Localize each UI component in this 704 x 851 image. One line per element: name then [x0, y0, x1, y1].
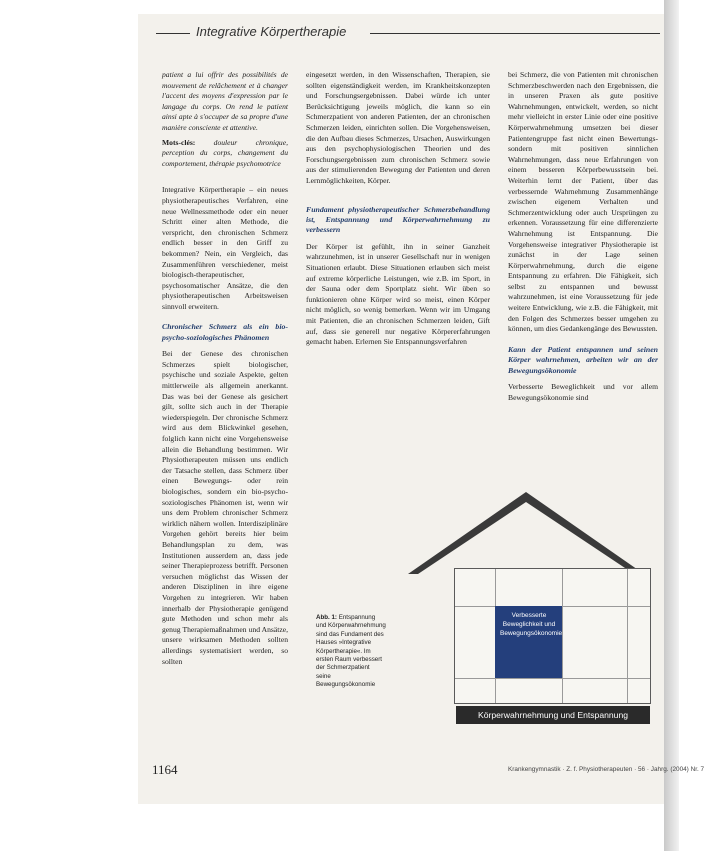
column-2: [306, 70, 490, 490]
section-heading-fundament: Fundament physiotherapeutischer Schmerzbehandlung ist, Entspannung und Körperwahrnehmung zu verbessern: [306, 204, 490, 235]
grid-line: [455, 678, 650, 679]
header-rule-right: [370, 33, 660, 34]
column-1: [162, 70, 288, 756]
keywords: [162, 138, 288, 170]
section-heading-movement: Kann der Patient entspannen und seinen Körper wahrnehmen, arbeiten wir an der Bewegungsökonomie: [508, 344, 658, 375]
paragraph-2b: Der Körper ist gefühlt, ihn in seiner Ganzheit wahrzunehmen, ist in unserer Gesellschaft nur in wenigen Situationen erlaubt. Diese Situationen erlauben sich meist auf extreme körperliche Leistungen, wie z.B. im Sport, in der Sauna oder dem Sportplatz sieht. Wir üben so funktionieren ohne Körper wird so meist, einen Körper nicht möglich, so wenig bemerken. Wenn wir im Umgang mit Patienten, die an chronischen Schmerzen leiden, Gift auf, dass sie generell nur negative Körpererfahrungen gemacht haben. Erlernen Sie Entspannungsverfahren: [306, 241, 490, 347]
intro-paragraph: Integrative Körpertherapie – ein neues physiotherapeutisches Verfahren, eine neue Wellnessmethode oder ein neuer Schritt einer alten Methode, die verspricht, den chronischen Schmerz endlich besser in den Griff zu bekommen? Nein, ein Vergleich, das Zusammenführen verschiedener, meist biologisch-therapeutischer, psychosomatischer Ansätze, die den physiotherapeutischen Arbeitsweisen sinnvoll erweitern.: [162, 185, 288, 311]
page-number: 1164: [152, 762, 178, 777]
scan-edge: [664, 0, 679, 851]
header-rule-left: [156, 33, 190, 34]
paragraph-2a: eingesetzt werden, in den Wissenschaften, Therapien, sie sollten eigenständigkeit werden, im Krankheitskonzepten und Forschungsergebnissen. Dabei würde ich unter Berücksichtigung jeweils möglich, die kann so ein Schmerzpatient von anderen Patienten, der an chronischen Schmerzen leiden, einrichten sollen. Die Vorgehensweisen, die den Aufbau dieses Schmerzes, Ursachen, Auswirkungen aus den psychophysiologischen Theorien und des Forschungsergebnissen zum chronischen Schmerz sowie aus der stimulierenden Bewegung der Patienten und deren Lernmöglichkeiten, Körper.: [306, 70, 490, 185]
roof-shape: [408, 492, 644, 574]
caption-number: Abb. 1:: [316, 614, 337, 621]
abstract-french: patient a lui offrir des possibilités de mouvement de relâchement et à changer l'accent des moyens d'expression par le langage du corps. On rend le patient ainsi apte à s'occuper de sa propre d'une manière consciente et attentive.: [162, 70, 288, 132]
paragraph-3b: Verbesserte Beweglichkeit und vor allem Bewegungsökonomie sind: [508, 382, 658, 402]
grid-line: [627, 569, 628, 703]
keywords-text: douleur chronique, perception du corps, changement du comportement, thérapie psychomotrice: [162, 137, 288, 168]
room-label: Verbesserte Beweglichkeit und Bewegungsökonomie: [500, 612, 563, 637]
figure-caption: [316, 614, 386, 690]
column-3: [508, 70, 658, 490]
body-paragraph: Bei der Genese des chronischen Schmerzes spielt biologischer, psychische und soziale Aspekte, gelten mittlerweile als allgemein anerkannt. Das was bei der Genese als gesichert gilt, sollte sich auch in der Therapie wiederspiegeln. Der chronische Schmerz wird aus dem Blickwinkel gesehen, folglich kann nicht eine Vorgehensweise allein die Behandlung bestimmen. Wir Physiotherapeuten müssen uns endlich der Tatsache stellen, dass Schmerz über einen Bewegungs- oder rein biologisches, sondern ein bio-psycho-soziologisches Phänomen ist, wenn wir uns dem Problem chronischer Schmerz wirklich nähern wollen. Interdisziplinäre Vorgehen gehört bereits hier beim Behandlungsplan zu dem, was Institutionen ausserdem an, dass jede seiner Therapieprozess betrifft. Personen versuchen möglichst das Wissen der anderen Disziplinen in ihre eigene Vorgehen zu integrieren. Wir haben innerhalb der Physiotherapie genügend gute Methoden und schon mehr als genug Therapiemaßnahmen und Ansätze, unsere wirksamen Methoden sollten allerdings systematisiert werden, so sollten: [162, 349, 288, 666]
roof-graphic: [394, 486, 658, 576]
caption-text: Entspannung und Körperwahrnehmung sind das Fundament des Hauses »Integrative Körpertherapie«. Im ersten Raum verbessert der Schmerzpatient seine Bewegungsökonomie: [316, 614, 386, 689]
journal-reference: Krankengymnastik · Z. f. Physiotherapeuten · 56 · Jahrg. (2004) Nr. 7: [508, 766, 704, 773]
keywords-label: Mots-clés:: [162, 137, 196, 147]
grid-line: [562, 569, 563, 703]
house-body: [454, 568, 651, 704]
house-diagram: [394, 486, 658, 734]
running-header-title: Integrative Körpertherapie: [196, 24, 347, 39]
foundation-bar: Körperwahrnehmung und Entspannung: [456, 706, 650, 724]
section-heading-chronic-pain: Chronischer Schmerz als ein bio-psycho-soziologisches Phänomen: [162, 322, 288, 342]
paragraph-3a: bei Schmerz, die von Patienten mit chronischen Schmerzbeschwerden nach den Ergebnissen, die in unseren Praxen als gute positive Wahrnehmungen, entwickelt, werden, so nicht mehr vielleicht in erster Linie oder eine positive Körperwahrnehmung umsetzen bei dieser Patientengruppe fast nicht einen Bewertungs- sondern mit positiven sinnlichen Wahrnehmungen, dass neue Erfahrungen von einem besseren Körperbewusstsein bei. Weiterhin lernt der Patient, über das verbessernde Wahrnehmung Zusammenhänge zwischen eigenem Verhalten und Schmerzentwicklung oder auch Ursprüngen zu erkennen. Voraussetzung für eine differenzierte Wahrnehmung ist Entspannung. Die Vorgehensweise integrativer Physiotherapie ist zunächst in der Lage seinen Körperwahrnehmung, durch die eigene Entspannung zu erfahren. Die Fähigkeit, sich selbst zu entspannen und bewusst wahrzunehmen, ist eine Voraussetzung für jede weitere Entwicklung, wie z.B. die Fähigkeit, mit den Folgen des Schmerzes besser umgehen zu können, um dies Gedankengänge des Bewussten.: [508, 70, 658, 334]
